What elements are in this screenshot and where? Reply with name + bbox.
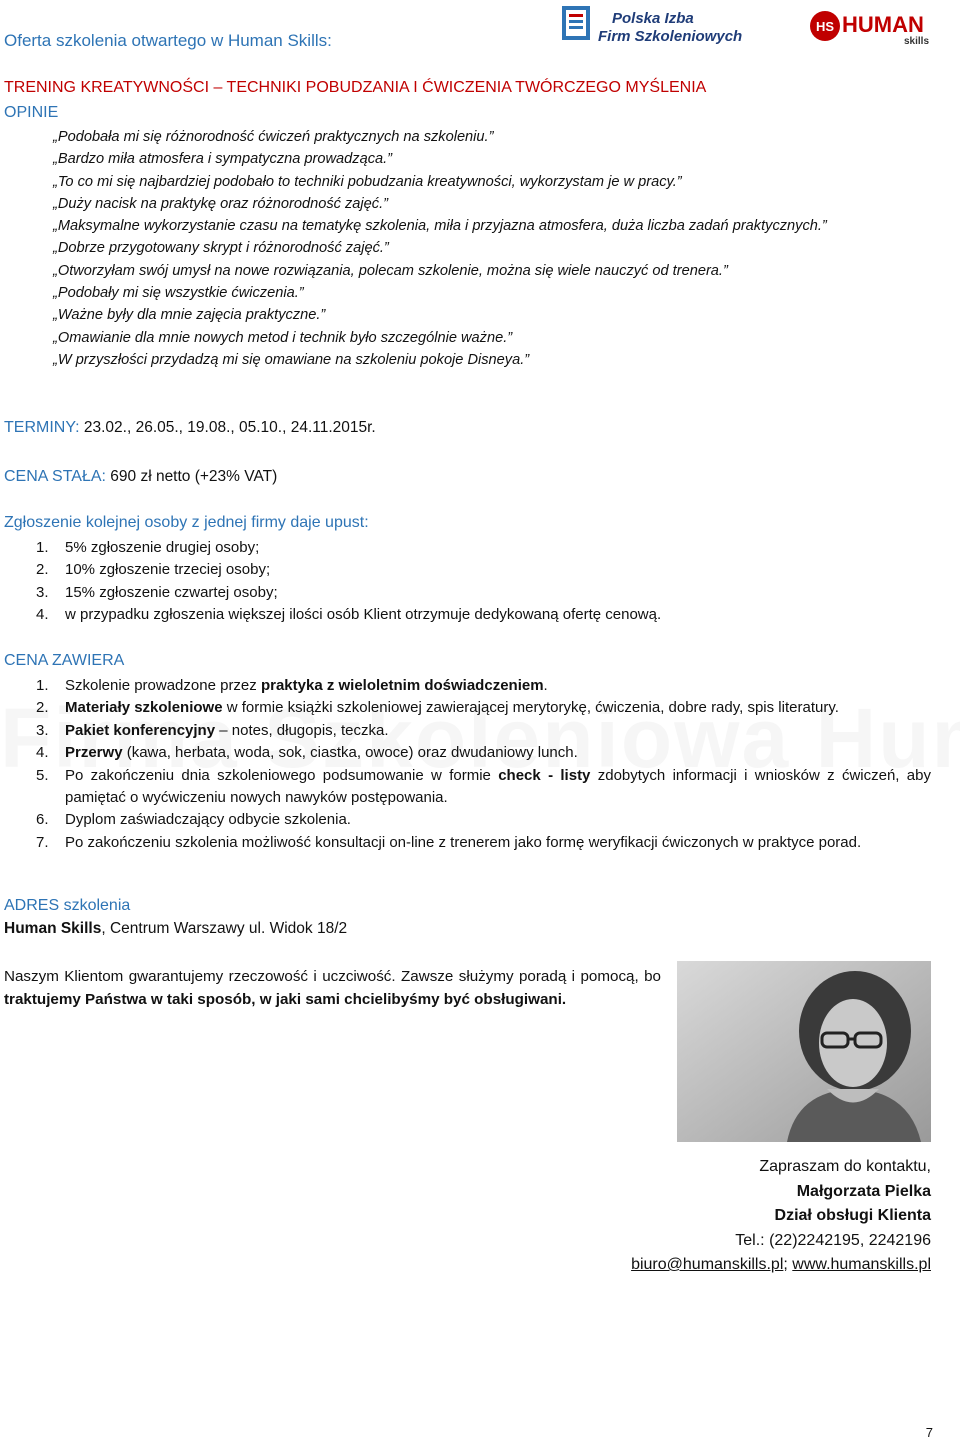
human-skills-logo-badge: HS — [816, 19, 835, 34]
opinion-item: „Podobała mi się różnorodność ćwiczeń praktycznych na szkoleniu.” — [53, 129, 494, 145]
opinion-item: „Duży nacisk na praktykę oraz różnorodność zajęć.” — [53, 195, 388, 212]
discount-item: 3. 15% zgłoszenie czwartej osoby; — [36, 583, 278, 601]
includes-item: 2. Materiały szkoleniowe w formie książki szkoleniowej zawierającej merytorykę, ćwiczenia, dobre rady, spis literatury. — [36, 699, 839, 717]
opinion-item: „Maksymalne wykorzystanie czasu na tematykę szkolenia, miła i przyjazna atmosfera, duża liczba zadań praktycznych.” — [53, 218, 827, 235]
discount-item: 4. w przypadku zgłoszenia większej ilości osób Klient otrzymuje dedykowaną ofertę cenową. — [36, 606, 662, 624]
contact-department: Dział obsługi Klienta — [774, 1207, 931, 1224]
human-skills-logo-sub: skills — [904, 36, 930, 47]
offer-title: Oferta szkolenia otwartego w Human Skills: — [4, 31, 332, 50]
pif-logo-line2: Firm Szkoleniowych — [598, 28, 743, 45]
opinion-item: „W przyszłości przydadzą mi się omawiane na szkoleniu pokoje Disneya.” — [53, 351, 530, 368]
price-line — [4, 468, 277, 486]
discount-heading: Zgłoszenie kolejnej osoby z jednej firmy daje upust: — [4, 514, 369, 531]
address-line — [4, 920, 347, 938]
includes-list — [36, 675, 931, 854]
discount-list — [36, 537, 931, 627]
pif-logo — [560, 2, 760, 48]
opinion-item: „Otworzyłam swój umysł na nowe rozwiązania, polecam szkolenie, można się wiele nauczyć od trenera.” — [53, 262, 728, 279]
contact-person-photo — [677, 961, 931, 1142]
price-label: CENA STAŁA: — [4, 468, 106, 485]
contact-links: biuro@humanskills.pl; www.humanskills.pl — [631, 1256, 931, 1273]
terms-line — [4, 419, 376, 437]
course-title: TRENING KREATYWNOŚCI – TECHNIKI POBUDZANIA I ĆWICZENIA TWÓRCZEGO MYŚLENIA — [4, 79, 707, 96]
page-number: 7 — [925, 1425, 933, 1440]
includes-item: 3. Pakiet konferencyjny – notes, długopis, teczka. — [36, 721, 389, 739]
address-heading: ADRES szkolenia — [4, 897, 131, 914]
contact-block — [631, 1155, 931, 1278]
opinion-item: „Omawianie dla mnie nowych metod i technik było szczególnie ważne.” — [53, 329, 513, 346]
includes-item: 4. Przerwy (kawa, herbata, woda, sok, ciastka, owoce) oraz dwudaniowy lunch. — [36, 744, 578, 762]
human-skills-logo-text: HUMAN — [842, 12, 924, 37]
includes-heading: CENA ZAWIERA — [4, 652, 125, 669]
email-link[interactable]: biuro@humanskills.pl — [631, 1256, 784, 1273]
opinion-item: „Ważne były dla mnie zajęcia praktyczne.” — [53, 307, 326, 324]
price-value: 690 zł netto (+23% VAT) — [105, 468, 278, 485]
terms-label: TERMINY: — [4, 419, 80, 436]
includes-item: 5. Po zakończeniu dnia szkoleniowego podsumowanie w formie check - listy zdobytych informacji i wniosków z ćwiczeń, aby pamiętać o wyćwiczeniu nowych nawyków postępowania. — [36, 766, 931, 807]
opinions-heading: OPINIE — [4, 104, 59, 121]
pif-logo-line1: Polska Izba — [612, 10, 694, 27]
address-company: Human Skills — [4, 920, 102, 937]
contact-name: Małgorzata Pielka — [796, 1182, 931, 1200]
website-link[interactable]: www.humanskills.pl — [792, 1256, 931, 1273]
discount-item: 1. 5% zgłoszenie drugiej osoby; — [36, 539, 260, 556]
guarantee-text: Naszym Klientom gwarantujemy rzeczowość i uczciwość. Zawsze służymy poradą i pomocą, bo traktujemy Państwa w taki sposób, w jaki sami chcielibyśmy być obsługiwani. — [4, 968, 661, 1008]
opinion-item: „Podobały mi się wszystkie ćwiczenia.” — [53, 285, 304, 302]
includes-item: 7. Po zakończeniu szkolenia możliwość konsultacji on-line z trenerem jako formę weryfikacji ćwiczonych w praktyce porad. — [36, 833, 862, 851]
opinions-list — [53, 126, 931, 371]
contact-phone: Tel.: (22)2242195, 2242196 — [735, 1231, 931, 1249]
human-skills-logo — [808, 6, 938, 48]
opinion-item: „Bardzo miła atmosfera i sympatyczna prowadząca.” — [53, 151, 393, 168]
includes-item: 6. Dyplom zaświadczający odbycie szkolenia. — [36, 811, 351, 829]
terms-value: 23.02., 26.05., 19.08., 05.10., 24.11.2015r. — [79, 419, 376, 436]
address-rest: , Centrum Warszawy ul. Widok 18/2 — [101, 920, 348, 937]
opinion-item: „Dobrze przygotowany skrypt i różnorodność zajęć.” — [53, 240, 389, 257]
opinion-item: „To co mi się najbardziej podobało to techniki pobudzania kreatywności, wykorzystam je w pracy.” — [53, 173, 682, 190]
contact-invite: Zapraszam do kontaktu, — [759, 1158, 931, 1175]
includes-item: 1. Szkolenie prowadzone przez praktyka z wieloletnim doświadczeniem. — [36, 677, 548, 694]
discount-item: 2. 10% zgłoszenie trzeciej osoby; — [36, 561, 271, 579]
